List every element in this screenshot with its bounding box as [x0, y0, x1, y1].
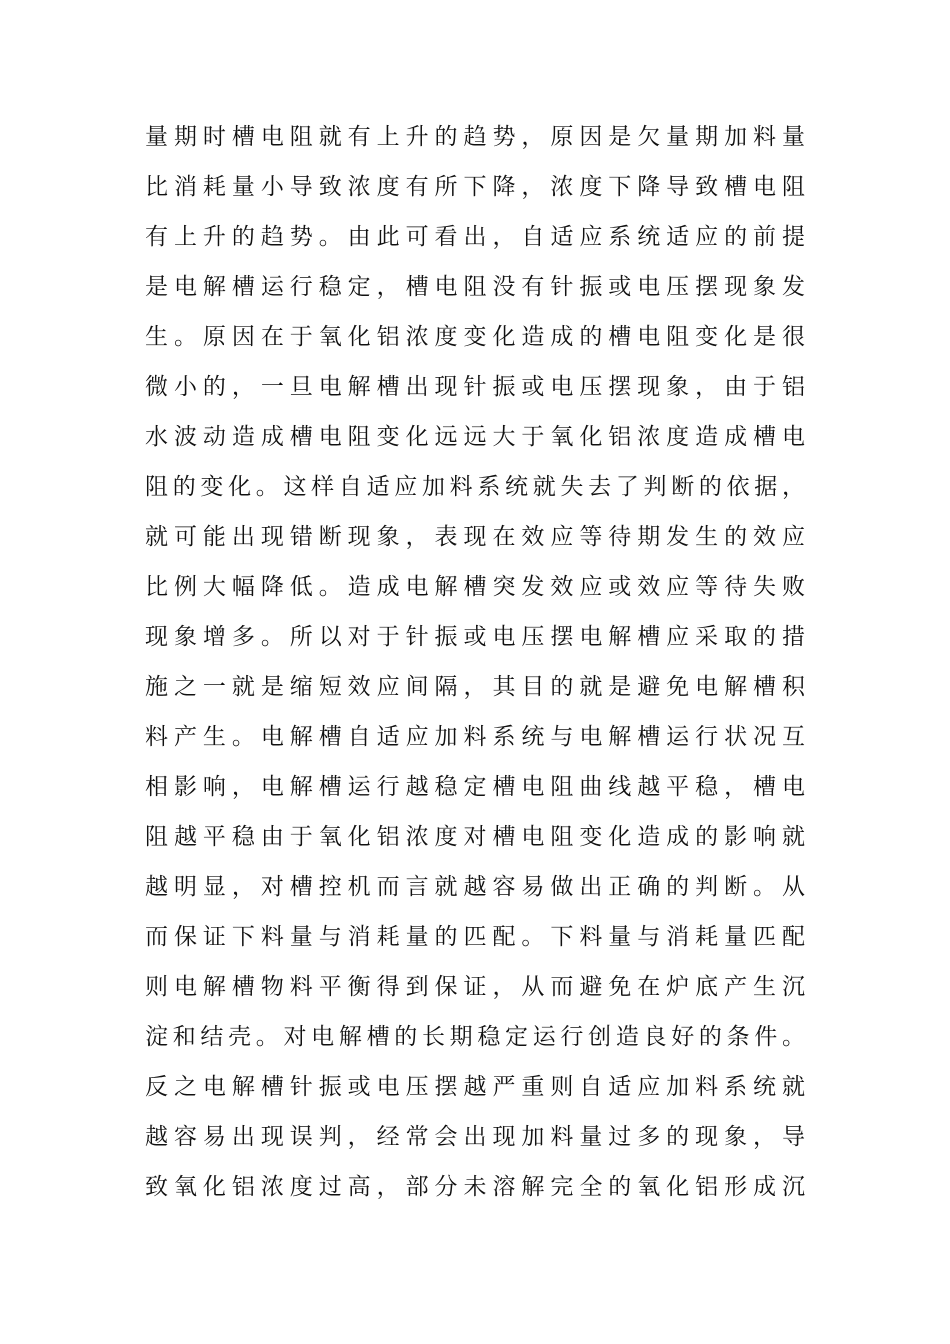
text-line: 阻的变化。这样自适应加料系统就失去了判断的依据， — [145, 474, 805, 500]
text-line: 比例大幅降低。造成电解槽突发效应或效应等待失败 — [145, 574, 805, 600]
text-line: 则电解槽物料平衡得到保证，从而避免在炉底产生沉 — [145, 974, 805, 1000]
text-line: 阻越平稳由于氧化铝浓度对槽电阻变化造成的影响就 — [145, 824, 805, 850]
text-line: 水波动造成槽电阻变化远远大于氧化铝浓度造成槽电 — [145, 424, 805, 450]
text-line: 施之一就是缩短效应间隔，其目的就是避免电解槽积 — [145, 674, 805, 700]
text-line: 是电解槽运行稳定，槽电阻没有针振或电压摆现象发 — [145, 274, 805, 300]
text-line: 淀和结壳。对电解槽的长期稳定运行创造良好的条件。 — [145, 1024, 805, 1050]
text-line: 有上升的趋势。由此可看出，自适应系统适应的前提 — [145, 224, 805, 250]
body-paragraph — [145, 112, 805, 1212]
text-line: 比消耗量小导致浓度有所下降，浓度下降导致槽电阻 — [145, 174, 805, 200]
text-line: 越容易出现误判，经常会出现加料量过多的现象，导 — [145, 1124, 805, 1150]
text-line: 现象增多。所以对于针振或电压摆电解槽应采取的措 — [145, 624, 805, 650]
text-line: 就可能出现错断现象，表现在效应等待期发生的效应 — [145, 524, 805, 550]
text-line: 生。原因在于氧化铝浓度变化造成的槽电阻变化是很 — [145, 324, 805, 350]
text-line: 量期时槽电阻就有上升的趋势，原因是欠量期加料量 — [145, 124, 805, 150]
text-line: 越明显，对槽控机而言就越容易做出正确的判断。从 — [145, 874, 805, 900]
text-line: 相影响，电解槽运行越稳定槽电阻曲线越平稳，槽电 — [145, 774, 805, 800]
text-line: 料产生。电解槽自适应加料系统与电解槽运行状况互 — [145, 724, 805, 750]
text-line: 反之电解槽针振或电压摆越严重则自适应加料系统就 — [145, 1074, 805, 1100]
text-line: 致氧化铝浓度过高，部分未溶解完全的氧化铝形成沉 — [145, 1174, 805, 1200]
text-line: 微小的，一旦电解槽出现针振或电压摆现象，由于铝 — [145, 374, 805, 400]
text-line: 而保证下料量与消耗量的匹配。下料量与消耗量匹配 — [145, 924, 805, 950]
